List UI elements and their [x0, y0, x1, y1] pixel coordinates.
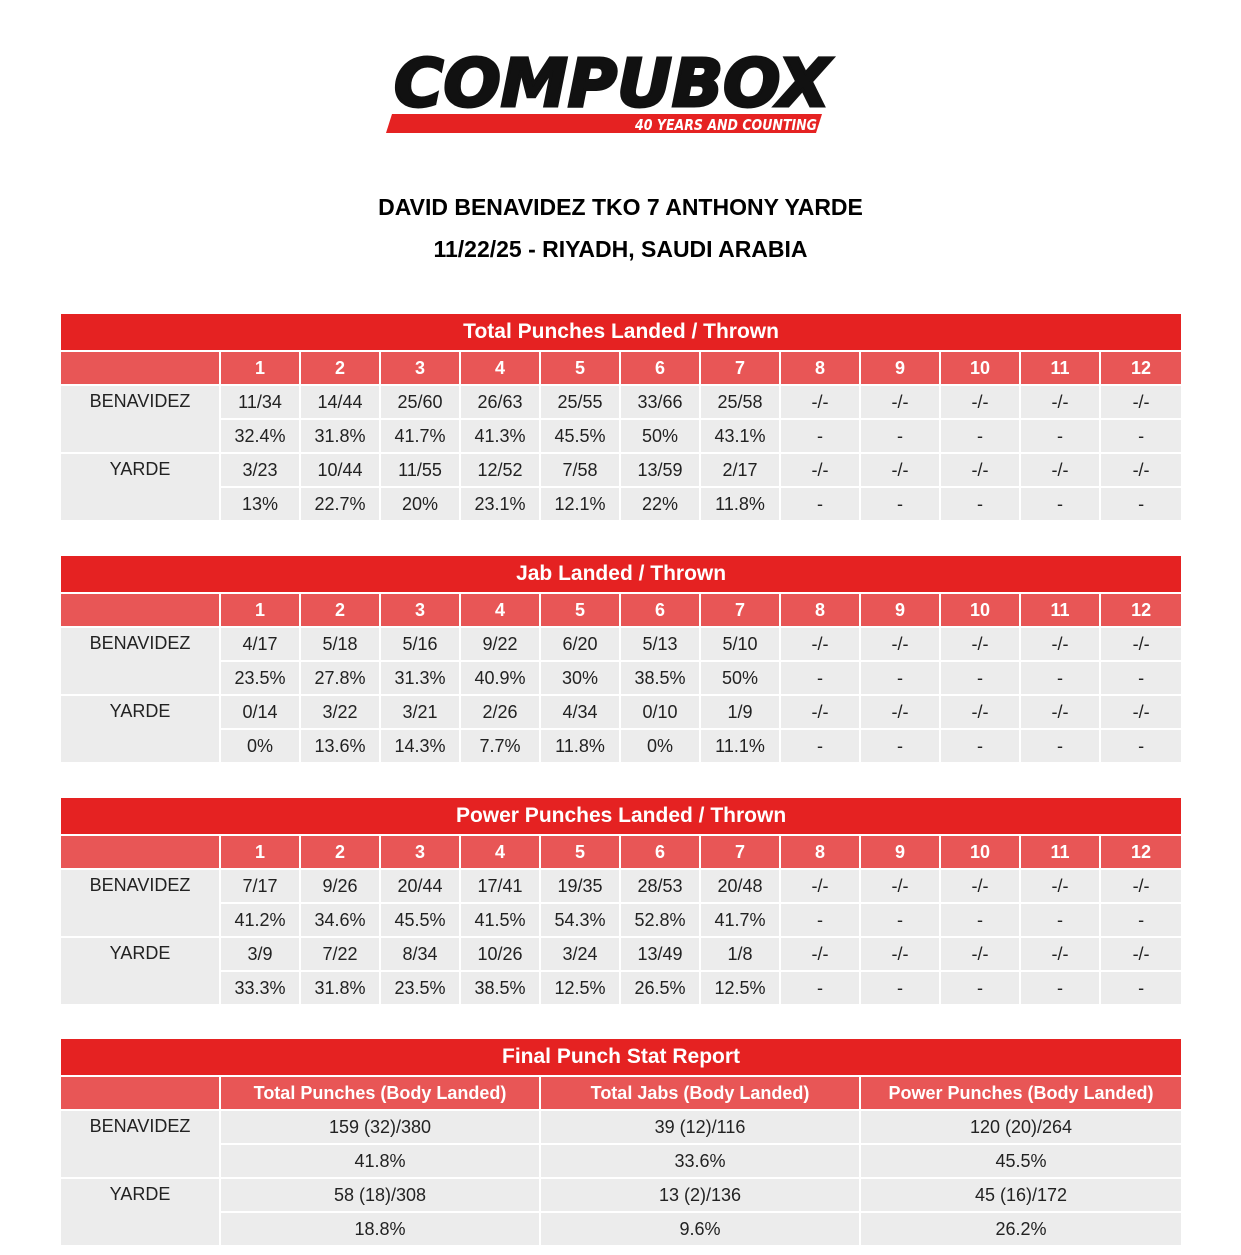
percent-cell: 0% — [621, 728, 701, 762]
fighter-name: YARDE — [61, 694, 221, 762]
landed-thrown-cell: 10/26 — [461, 936, 541, 970]
round-number: 11 — [1021, 594, 1101, 626]
percent-cell: - — [781, 970, 861, 1004]
landed-thrown-cell: -/- — [781, 694, 861, 728]
header-blank — [61, 836, 221, 868]
landed-thrown-cell: 9/22 — [461, 626, 541, 660]
landed-thrown-cell: 3/9 — [221, 936, 301, 970]
percent-cell: - — [1101, 486, 1181, 520]
landed-thrown-cell: -/- — [781, 868, 861, 902]
landed-thrown-cell: -/- — [1101, 868, 1181, 902]
percent-cell: 11.8% — [701, 486, 781, 520]
percent-cell: 32.4% — [221, 418, 301, 452]
total-cell: 159 (32)/380 — [221, 1109, 541, 1143]
column-header: Total Jabs (Body Landed) — [541, 1077, 861, 1109]
percent-cell: - — [1021, 418, 1101, 452]
round-number: 1 — [221, 352, 301, 384]
fighter-landed-row — [61, 868, 1181, 902]
total-cell: 13 (2)/136 — [541, 1177, 861, 1211]
percent-cell: 31.8% — [301, 418, 381, 452]
percent-cell: - — [941, 486, 1021, 520]
landed-thrown-cell: -/- — [781, 626, 861, 660]
landed-thrown-cell: -/- — [1101, 384, 1181, 418]
landed-thrown-cell: 3/23 — [221, 452, 301, 486]
percent-cell: - — [861, 660, 941, 694]
table-title: Final Punch Stat Report — [61, 1039, 1181, 1077]
fighter-percent-row — [61, 1211, 1181, 1245]
percent-cell: 12.5% — [701, 970, 781, 1004]
percent-cell: - — [781, 660, 861, 694]
round-header-row — [61, 836, 1181, 868]
fighter-name: YARDE — [61, 1177, 221, 1245]
round-number: 8 — [781, 352, 861, 384]
round-number: 2 — [301, 594, 381, 626]
percent-cell: 12.1% — [541, 486, 621, 520]
percent-cell: 22.7% — [301, 486, 381, 520]
percent-cell: 38.5% — [461, 970, 541, 1004]
percent-cell: - — [781, 728, 861, 762]
percent-cell: - — [1021, 660, 1101, 694]
percent-cell: 9.6% — [541, 1211, 861, 1245]
round-number: 12 — [1101, 836, 1181, 868]
landed-thrown-cell: 11/34 — [221, 384, 301, 418]
percent-cell: 45.5% — [541, 418, 621, 452]
percent-cell: 41.3% — [461, 418, 541, 452]
percent-cell: - — [1021, 970, 1101, 1004]
round-number: 9 — [861, 594, 941, 626]
round-number: 1 — [221, 594, 301, 626]
round-number: 3 — [381, 352, 461, 384]
landed-thrown-cell: -/- — [941, 452, 1021, 486]
percent-cell: 22% — [621, 486, 701, 520]
landed-thrown-cell: -/- — [1021, 694, 1101, 728]
percent-cell: 34.6% — [301, 902, 381, 936]
percent-cell: - — [941, 970, 1021, 1004]
percent-cell: - — [861, 970, 941, 1004]
landed-thrown-cell: -/- — [1021, 868, 1101, 902]
jab-table — [61, 556, 1181, 762]
percent-cell: 11.1% — [701, 728, 781, 762]
round-number: 5 — [541, 836, 621, 868]
percent-cell: 31.3% — [381, 660, 461, 694]
landed-thrown-cell: -/- — [781, 936, 861, 970]
round-number: 7 — [701, 836, 781, 868]
total-cell: 45 (16)/172 — [861, 1177, 1181, 1211]
bout-title: DAVID BENAVIDEZ TKO 7 ANTHONY YARDE — [378, 194, 863, 220]
landed-thrown-cell: -/- — [1101, 694, 1181, 728]
percent-cell: - — [941, 660, 1021, 694]
logo-tagline: 40 YEARS AND COUNTING — [634, 116, 817, 134]
percent-cell: - — [1101, 970, 1181, 1004]
percent-cell: - — [1101, 660, 1181, 694]
percent-cell: 26.5% — [621, 970, 701, 1004]
percent-cell: 33.3% — [221, 970, 301, 1004]
landed-thrown-cell: 25/55 — [541, 384, 621, 418]
round-number: 2 — [301, 352, 381, 384]
landed-thrown-cell: 26/63 — [461, 384, 541, 418]
landed-thrown-cell: -/- — [861, 384, 941, 418]
fighter-percent-row — [61, 970, 1181, 1004]
round-number: 9 — [861, 836, 941, 868]
landed-thrown-cell: 10/44 — [301, 452, 381, 486]
percent-cell: 52.8% — [621, 902, 701, 936]
percent-cell: 23.5% — [381, 970, 461, 1004]
fighter-percent-row — [61, 902, 1181, 936]
round-number: 3 — [381, 594, 461, 626]
percent-cell: 13% — [221, 486, 301, 520]
fighter-totals-row — [61, 1109, 1181, 1143]
percent-cell: - — [861, 486, 941, 520]
landed-thrown-cell: 4/17 — [221, 626, 301, 660]
fighter-landed-row — [61, 936, 1181, 970]
percent-cell: 33.6% — [541, 1143, 861, 1177]
landed-thrown-cell: -/- — [861, 452, 941, 486]
percent-cell: 13.6% — [301, 728, 381, 762]
percent-cell: 50% — [701, 660, 781, 694]
table-title: Jab Landed / Thrown — [61, 556, 1181, 594]
percent-cell: 41.5% — [461, 902, 541, 936]
percent-cell: - — [861, 418, 941, 452]
percent-cell: 41.7% — [701, 902, 781, 936]
landed-thrown-cell: 2/17 — [701, 452, 781, 486]
percent-cell: 27.8% — [301, 660, 381, 694]
landed-thrown-cell: 28/53 — [621, 868, 701, 902]
fighter-name: BENAVIDEZ — [61, 868, 221, 936]
column-header: Total Punches (Body Landed) — [221, 1077, 541, 1109]
total-cell: 58 (18)/308 — [221, 1177, 541, 1211]
percent-cell: - — [1101, 728, 1181, 762]
landed-thrown-cell: 2/26 — [461, 694, 541, 728]
landed-thrown-cell: 5/16 — [381, 626, 461, 660]
percent-cell: - — [941, 902, 1021, 936]
fighter-name: YARDE — [61, 452, 221, 520]
landed-thrown-cell: 17/41 — [461, 868, 541, 902]
table-title: Total Punches Landed / Thrown — [61, 314, 1181, 352]
landed-thrown-cell: -/- — [861, 694, 941, 728]
landed-thrown-cell: 12/52 — [461, 452, 541, 486]
round-number: 9 — [861, 352, 941, 384]
percent-cell: 0% — [221, 728, 301, 762]
landed-thrown-cell: 14/44 — [301, 384, 381, 418]
power-punches-table — [61, 798, 1181, 1004]
landed-thrown-cell: -/- — [781, 384, 861, 418]
percent-cell: - — [781, 902, 861, 936]
round-number: 4 — [461, 594, 541, 626]
landed-thrown-cell: 7/17 — [221, 868, 301, 902]
fighter-percent-row — [61, 418, 1181, 452]
landed-thrown-cell: -/- — [1101, 452, 1181, 486]
percent-cell: 40.9% — [461, 660, 541, 694]
landed-thrown-cell: -/- — [1021, 626, 1101, 660]
round-number: 3 — [381, 836, 461, 868]
fighter-percent-row — [61, 728, 1181, 762]
fighter-percent-row — [61, 486, 1181, 520]
landed-thrown-cell: 4/34 — [541, 694, 621, 728]
total-cell: 39 (12)/116 — [541, 1109, 861, 1143]
percent-cell: - — [1021, 486, 1101, 520]
round-number: 5 — [541, 594, 621, 626]
landed-thrown-cell: 33/66 — [621, 384, 701, 418]
final-stat-report-table — [61, 1039, 1181, 1245]
landed-thrown-cell: -/- — [1101, 626, 1181, 660]
landed-thrown-cell: 25/60 — [381, 384, 461, 418]
percent-cell: 7.7% — [461, 728, 541, 762]
round-number: 1 — [221, 836, 301, 868]
percent-cell: - — [781, 418, 861, 452]
landed-thrown-cell: -/- — [1021, 384, 1101, 418]
round-number: 2 — [301, 836, 381, 868]
total-cell: 120 (20)/264 — [861, 1109, 1181, 1143]
landed-thrown-cell: -/- — [1101, 936, 1181, 970]
round-number: 11 — [1021, 836, 1101, 868]
percent-cell: 26.2% — [861, 1211, 1181, 1245]
landed-thrown-cell: -/- — [941, 626, 1021, 660]
landed-thrown-cell: -/- — [941, 384, 1021, 418]
landed-thrown-cell: 13/59 — [621, 452, 701, 486]
landed-thrown-cell: 11/55 — [381, 452, 461, 486]
round-header-row — [61, 594, 1181, 626]
fighter-landed-row — [61, 452, 1181, 486]
final-header-row — [61, 1077, 1181, 1109]
landed-thrown-cell: 1/9 — [701, 694, 781, 728]
landed-thrown-cell: -/- — [941, 694, 1021, 728]
fighter-landed-row — [61, 384, 1181, 418]
landed-thrown-cell: -/- — [941, 868, 1021, 902]
landed-thrown-cell: -/- — [781, 452, 861, 486]
landed-thrown-cell: -/- — [1021, 452, 1101, 486]
round-number: 12 — [1101, 352, 1181, 384]
percent-cell: 45.5% — [381, 902, 461, 936]
round-number: 10 — [941, 594, 1021, 626]
header-blank — [61, 352, 221, 384]
round-number: 4 — [461, 352, 541, 384]
fighter-percent-row — [61, 1143, 1181, 1177]
round-header-row — [61, 352, 1181, 384]
percent-cell: 23.5% — [221, 660, 301, 694]
round-number: 6 — [621, 352, 701, 384]
percent-cell: - — [861, 728, 941, 762]
fighter-name: BENAVIDEZ — [61, 384, 221, 452]
landed-thrown-cell: 5/10 — [701, 626, 781, 660]
landed-thrown-cell: 6/20 — [541, 626, 621, 660]
round-number: 10 — [941, 352, 1021, 384]
percent-cell: - — [1101, 418, 1181, 452]
landed-thrown-cell: 0/10 — [621, 694, 701, 728]
fighter-name: YARDE — [61, 936, 221, 1004]
bout-date-location: 11/22/25 - RIYADH, SAUDI ARABIA — [433, 236, 808, 262]
landed-thrown-cell: 7/22 — [301, 936, 381, 970]
percent-cell: 38.5% — [621, 660, 701, 694]
round-number: 6 — [621, 836, 701, 868]
landed-thrown-cell: -/- — [1021, 936, 1101, 970]
percent-cell: 43.1% — [701, 418, 781, 452]
logo-wordmark: COMPUBOX — [394, 46, 834, 122]
percent-cell: 54.3% — [541, 902, 621, 936]
fighter-totals-row — [61, 1177, 1181, 1211]
landed-thrown-cell: 13/49 — [621, 936, 701, 970]
compubox-logo — [386, 46, 844, 136]
landed-thrown-cell: -/- — [941, 936, 1021, 970]
column-header: Power Punches (Body Landed) — [861, 1077, 1181, 1109]
fighter-name: BENAVIDEZ — [61, 1109, 221, 1177]
fighter-percent-row — [61, 660, 1181, 694]
percent-cell: 20% — [381, 486, 461, 520]
landed-thrown-cell: -/- — [861, 868, 941, 902]
percent-cell: 23.1% — [461, 486, 541, 520]
percent-cell: 50% — [621, 418, 701, 452]
percent-cell: 14.3% — [381, 728, 461, 762]
percent-cell: - — [1021, 902, 1101, 936]
round-number: 12 — [1101, 594, 1181, 626]
percent-cell: 18.8% — [221, 1211, 541, 1245]
landed-thrown-cell: 19/35 — [541, 868, 621, 902]
landed-thrown-cell: 9/26 — [301, 868, 381, 902]
round-number: 5 — [541, 352, 621, 384]
round-number: 7 — [701, 352, 781, 384]
landed-thrown-cell: 3/21 — [381, 694, 461, 728]
round-number: 8 — [781, 836, 861, 868]
landed-thrown-cell: 3/24 — [541, 936, 621, 970]
percent-cell: 12.5% — [541, 970, 621, 1004]
landed-thrown-cell: 1/8 — [701, 936, 781, 970]
landed-thrown-cell: 5/13 — [621, 626, 701, 660]
round-number: 6 — [621, 594, 701, 626]
percent-cell: 31.8% — [301, 970, 381, 1004]
percent-cell: - — [1101, 902, 1181, 936]
landed-thrown-cell: 20/48 — [701, 868, 781, 902]
landed-thrown-cell: 5/18 — [301, 626, 381, 660]
landed-thrown-cell: 20/44 — [381, 868, 461, 902]
percent-cell: 45.5% — [861, 1143, 1181, 1177]
landed-thrown-cell: -/- — [861, 626, 941, 660]
round-number: 7 — [701, 594, 781, 626]
round-number: 11 — [1021, 352, 1101, 384]
landed-thrown-cell: 8/34 — [381, 936, 461, 970]
landed-thrown-cell: 7/58 — [541, 452, 621, 486]
percent-cell: 41.7% — [381, 418, 461, 452]
percent-cell: 11.8% — [541, 728, 621, 762]
landed-thrown-cell: 0/14 — [221, 694, 301, 728]
fighter-landed-row — [61, 626, 1181, 660]
fighter-name: BENAVIDEZ — [61, 626, 221, 694]
percent-cell: 41.2% — [221, 902, 301, 936]
landed-thrown-cell: 25/58 — [701, 384, 781, 418]
percent-cell: - — [941, 418, 1021, 452]
percent-cell: 41.8% — [221, 1143, 541, 1177]
percent-cell: - — [1021, 728, 1101, 762]
round-number: 4 — [461, 836, 541, 868]
percent-cell: - — [781, 486, 861, 520]
total-punches-table — [61, 314, 1181, 520]
table-title: Power Punches Landed / Thrown — [61, 798, 1181, 836]
header-blank — [61, 594, 221, 626]
landed-thrown-cell: -/- — [861, 936, 941, 970]
round-number: 8 — [781, 594, 861, 626]
fighter-landed-row — [61, 694, 1181, 728]
percent-cell: - — [861, 902, 941, 936]
percent-cell: - — [941, 728, 1021, 762]
percent-cell: 30% — [541, 660, 621, 694]
header-blank — [61, 1077, 221, 1109]
round-number: 10 — [941, 836, 1021, 868]
landed-thrown-cell: 3/22 — [301, 694, 381, 728]
